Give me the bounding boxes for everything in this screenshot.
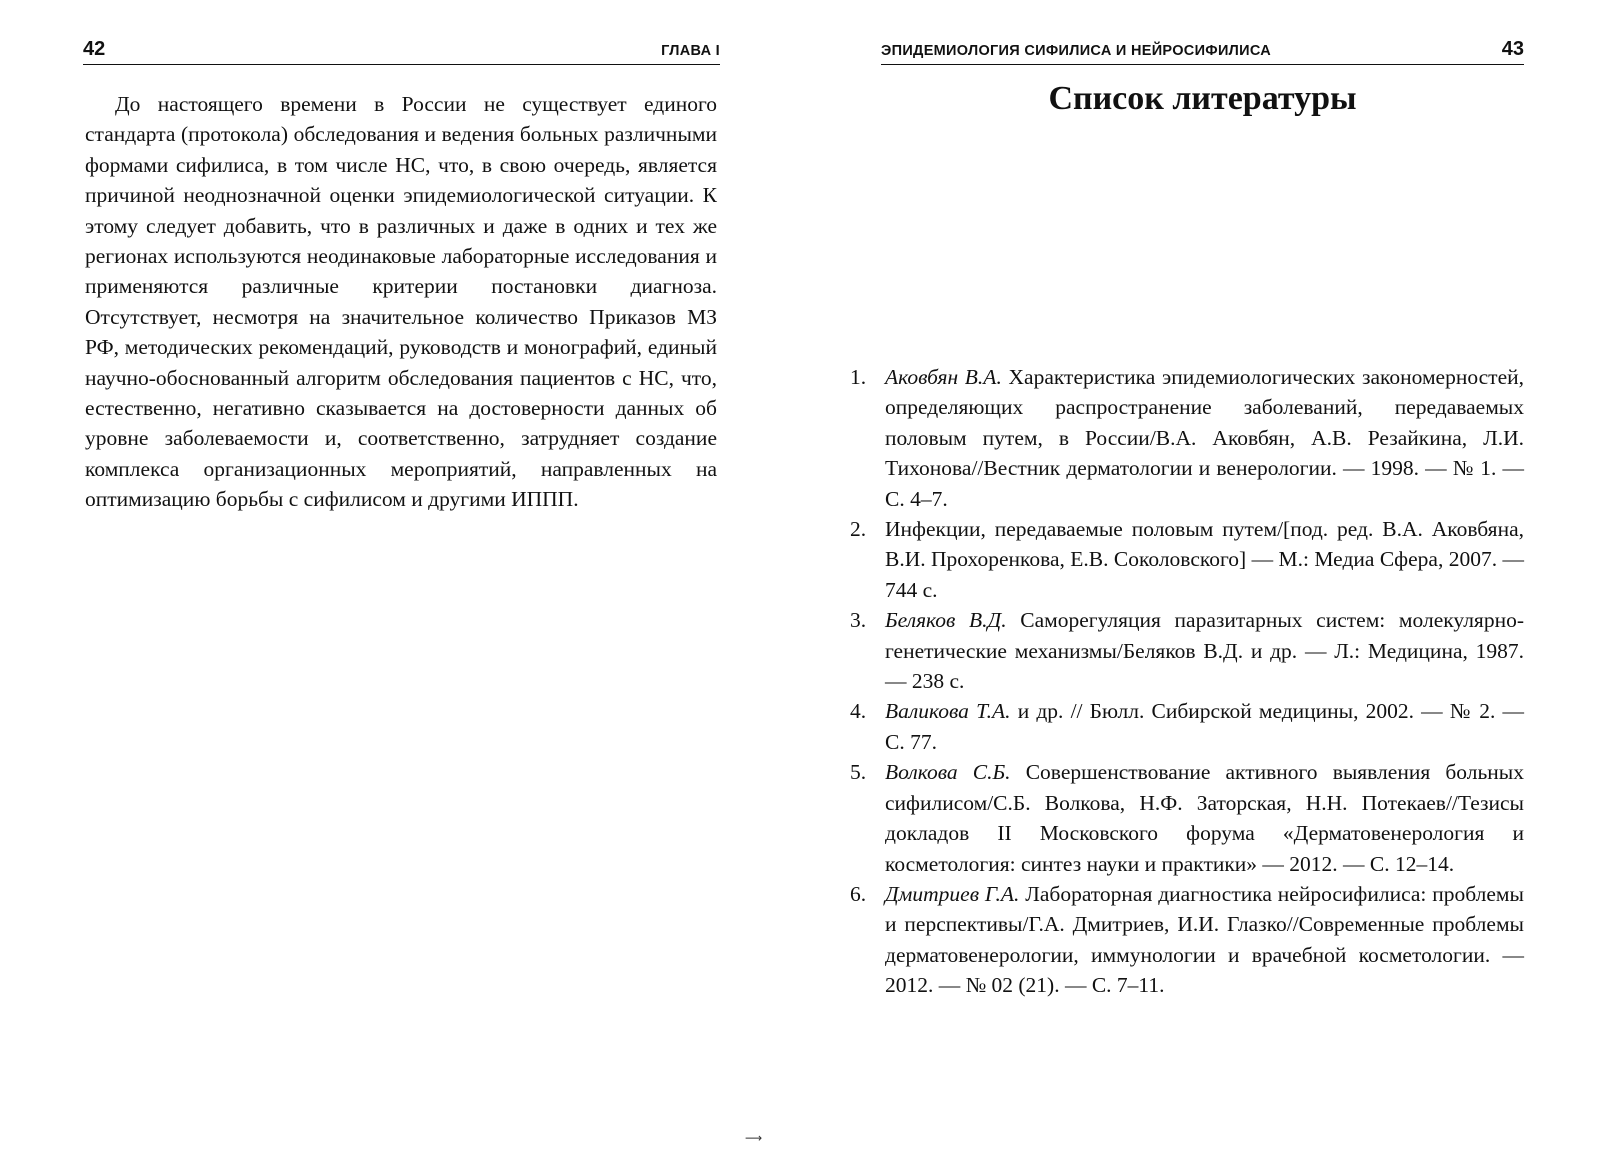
scan-artifact-arrow-icon: ⟶ — [745, 1131, 763, 1145]
left-running-head — [83, 38, 720, 65]
reference-number: 5. — [850, 760, 867, 785]
reference-list — [850, 362, 1524, 1001]
reference-body: Совершенствование активного выявления больных сифилисом/С.Б. Волкова, Н.Ф. Заторская, Н.Н. Потекаев//Тезисы докладов II Московского форума «Дерматовенерология и косметология: синтез науки и практики» — 2012. — С. 12–14. — [885, 760, 1524, 876]
reference-number: 6. — [850, 881, 867, 906]
reference-item — [850, 879, 1524, 1001]
body-paragraph: До настоящего времени в России не существует единого стандарта (протокола) обследования и ведения больных различными формами сифилиса, в том числе НС, что, в свою очередь, является причиной неоднозначной оценки эпидемиологической ситуации. К этому следует добавить, что в различных и даже в одних и тех же регионах используются неодинаковые лабораторные исследования и применяются различные критерии постановки диагноза. Отсутствует, несмотря на значительное количество Приказов МЗ РФ, методических рекомендаций, руководств и монографий, единый научно-обоснованный алгоритм обследования пациентов с НС, что, естественно, негативно сказывается на достоверности данных об уровне заболеваемости и, соответственно, затрудняет создание комплекса организационных мероприятий, направленных на оптимизацию борьбы с сифилисом и другими ИППП. — [85, 92, 717, 512]
section-header: ЭПИДЕМИОЛОГИЯ СИФИЛИСА И НЕЙРОСИФИЛИСА — [881, 43, 1272, 59]
page-number-right: 43 — [1501, 38, 1524, 60]
reference-text — [885, 362, 1524, 514]
reference-body: и др. // Бюлл. Сибирской медицины, 2002. — № 2. — С. 77. — [885, 699, 1524, 754]
reference-author: Аковбян В.А. — [885, 365, 1002, 389]
right-running-head — [881, 38, 1524, 65]
page-number-left: 42 — [83, 38, 106, 60]
reference-text — [885, 514, 1524, 605]
reference-number: 2. — [850, 517, 867, 542]
reference-author: Беляков В.Д. — [885, 608, 1007, 633]
reference-body: Лабораторная диагностика нейросифилиса: проблемы и перспективы/Г.А. Дмитриев, И.И. Глазко//Современные проблемы дерматовенерологии, иммунологии и врачебной косметологии. — 2012. — № 02 (21). — С. 7–11. — [885, 881, 1524, 998]
reference-body: Характеристика эпидемиологических закономерностей, определяющих распространение заболеваний, передаваемых половым путем, в России/В.А. Аковбян, А.В. Резайкина, Л.И. Тихонова//Вестник дерматологии и венерологии. — 1998. — № 1. — С. 4–7. — [885, 365, 1525, 511]
reference-body: Инфекции, передаваемые половым путем/[под. ред. В.А. Аковбяна, В.И. Прохоренкова, Е.В. Соколовского] — М.: Медиа Сфера, 2007. — 744 с. — [885, 517, 1524, 602]
reference-item — [850, 514, 1524, 605]
reference-author: Дмитриев Г.А. — [885, 881, 1020, 906]
reference-body: Саморегуляция паразитарных систем: молекулярно-генетические механизмы/Беляков В.Д. и др. — Л.: Медицина, 1987. — 238 с. — [885, 608, 1524, 694]
reference-text — [885, 605, 1524, 696]
reference-text — [885, 696, 1524, 757]
bibliography-title: Список литературы — [1048, 80, 1357, 117]
reference-item — [850, 605, 1524, 696]
reference-number: 3. — [850, 608, 867, 633]
reference-item — [850, 757, 1524, 879]
reference-text — [885, 879, 1524, 1001]
reference-item — [850, 362, 1524, 514]
chapter-header: ГЛАВА I — [661, 43, 720, 59]
right-page — [800, 0, 1600, 1167]
reference-text — [885, 757, 1524, 879]
reference-number: 4. — [850, 699, 867, 724]
reference-author: Волкова С.Б. — [885, 760, 1011, 785]
reference-author: Валикова Т.А. — [885, 699, 1011, 724]
reference-item — [850, 696, 1524, 757]
reference-number: 1. — [850, 365, 867, 389]
